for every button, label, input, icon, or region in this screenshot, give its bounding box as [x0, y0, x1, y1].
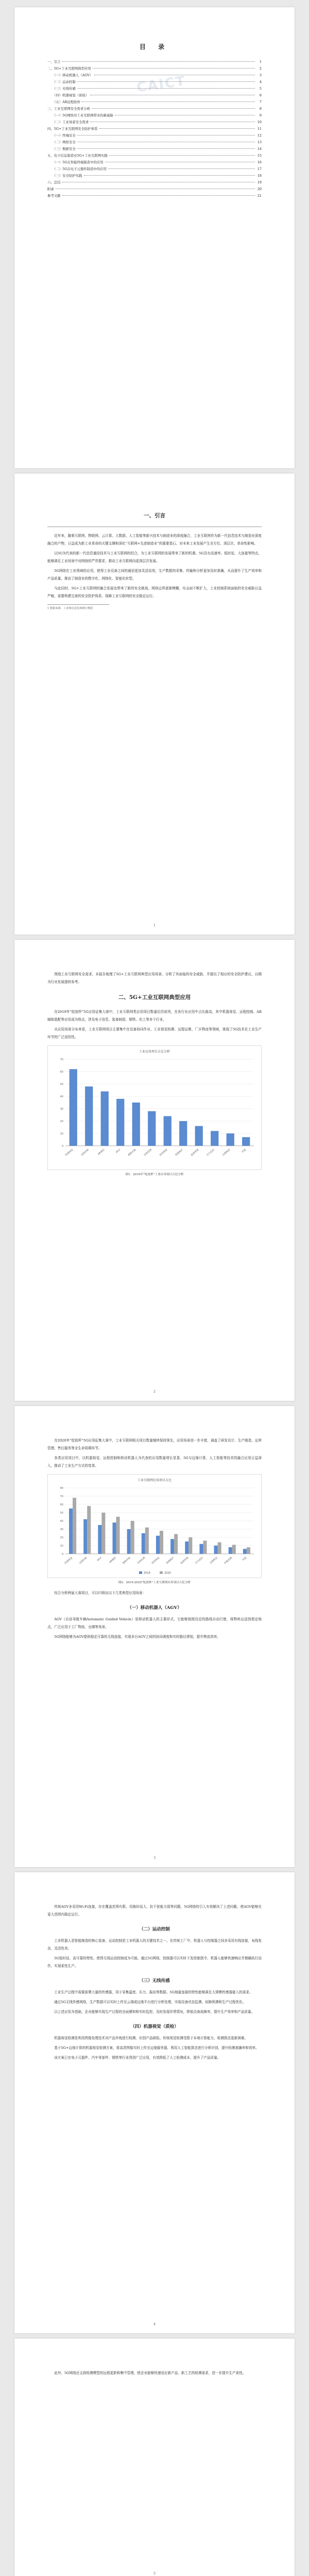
bar — [243, 1549, 247, 1554]
toc-item[interactable] — [47, 174, 262, 181]
toc-item-page: 12 — [257, 133, 262, 138]
bar — [156, 1536, 160, 1554]
toc-title: 目 录 — [139, 43, 170, 50]
toc-item-label: 五、电子信息制造业5G+工业互联网实践 — [47, 154, 108, 158]
bar — [113, 1522, 116, 1554]
chart-1 — [48, 1046, 261, 1168]
toc-leader-dots — [99, 128, 255, 129]
bar — [70, 1069, 77, 1146]
x-tick-label: 远程控制 — [80, 1148, 90, 1157]
chart-2 — [48, 1475, 261, 1577]
figure-caption: 图1：2019年“绽放杯”工业应用项目占比分析 — [125, 1173, 184, 1176]
toc-item-page: 21 — [257, 194, 262, 198]
chart-title: 工业应用项目占比分析 — [139, 1050, 170, 1054]
toc-item-label: 附录 — [47, 187, 54, 191]
toc-item-label: （一）5G在智能终端制造中的应用 — [53, 160, 104, 164]
paragraph: 从应用场景分布来看，工业互联网项目主要集中在设备协同作业、工业视觉检测、远程运维、厂区物流等领域，体现了5G技术在工业生产环节的广泛适用性。 — [47, 1027, 262, 1039]
bar — [227, 1133, 234, 1146]
toc-item[interactable] — [47, 80, 262, 87]
paragraph: 工业生产过程中需要部署大量的传感器，用于采集温度、压力、振动等数据。5G海量连接的特性能够满足大规模传感器接入的需求。 — [54, 1990, 253, 1994]
toc-item-label: 一、引言 — [47, 60, 61, 64]
bar — [116, 1099, 124, 1146]
figure-1 — [47, 1045, 262, 1170]
y-tick-label: 60 — [60, 1503, 63, 1506]
section-title-intro: 一、引言 — [144, 513, 165, 519]
bar — [195, 1126, 203, 1146]
bar — [214, 1546, 218, 1554]
y-tick-label: 40 — [60, 1520, 63, 1523]
bar — [199, 1544, 203, 1554]
toc-leader-dots — [82, 101, 255, 102]
toc-item[interactable] — [47, 134, 262, 141]
figure-2 — [47, 1474, 262, 1578]
toc-item-label: （二）工业场景安全需求 — [53, 120, 89, 124]
section-title-apps: 二、5G+工业互联网典型应用 — [118, 994, 191, 1001]
bar — [132, 1103, 140, 1146]
chart-title: 工业互联网应用项目占比 — [137, 1479, 171, 1482]
toc-item-page: 10 — [257, 120, 262, 124]
bar — [229, 1547, 232, 1554]
y-tick-label: 50 — [60, 1512, 63, 1515]
x-tick-label: 预测维护 — [175, 1148, 184, 1157]
subsection-title-agv: （一）移动机器人（AGV） — [127, 1605, 182, 1611]
paragraph: 5G网络能够为AGV提供稳定可靠的无线连接，实现多台AGV之间的协同调度和实时路径规划，提升物流效率。 — [54, 1635, 220, 1639]
bar — [127, 1529, 131, 1554]
toc-leader-dots — [84, 175, 255, 176]
x-tick-label: 预测维护 — [166, 1556, 175, 1565]
toc-item-page: 6 — [259, 93, 262, 97]
toc-item-label: （三）无线传感 — [53, 87, 76, 91]
toc-item-label: （二）网络安全 — [53, 140, 76, 144]
bar — [142, 1533, 145, 1554]
bar — [170, 1539, 174, 1554]
bar — [174, 1534, 178, 1554]
y-tick-label: 0 — [61, 1145, 63, 1148]
toc-item-page: 18 — [257, 174, 262, 178]
y-tick-label: 40 — [60, 1095, 63, 1098]
toc-item-page: 16 — [257, 160, 262, 164]
toc-item[interactable] — [47, 181, 262, 188]
bar — [232, 1545, 236, 1554]
toc-item-label: （二）5G在电子元器件制造中的应用 — [53, 167, 107, 171]
toc-item-label: （一）5G网络对工业互联网带来的新威胁 — [53, 113, 113, 117]
x-tick-label: 安全监控 — [195, 1556, 204, 1565]
bar — [164, 1116, 171, 1146]
toc-item-page: 14 — [257, 147, 262, 151]
bar — [148, 1111, 156, 1146]
page-3 — [14, 940, 295, 1401]
y-tick-label: 60 — [60, 1071, 63, 1074]
paragraph: 工业机器人是智能制造的核心装备，运动控制是工业机器人的关键技术之一。在传统工厂中，机器人与控制器之间多采用有线连接，布线复杂，灵活性差。 — [47, 1939, 262, 1951]
bar — [101, 1091, 109, 1146]
page-number: 5 — [153, 2572, 156, 2575]
bar — [83, 1519, 87, 1554]
toc-item-page: 11 — [257, 127, 262, 131]
toc-item-label: 三、工业互联网安全需求分析 — [47, 107, 91, 111]
page-5 — [14, 1872, 295, 2333]
subsection-title-motion: （二）运动控制 — [139, 1927, 170, 1932]
toc-item-label: （一）移动机器人（AGV） — [53, 73, 93, 77]
subsection-title-vision: （四）机器视觉（质检） — [130, 2024, 179, 2029]
x-tick-label: 仓储物流 — [209, 1556, 218, 1565]
toc-item-label: （四）机器视觉（质检） — [53, 93, 89, 97]
legend-swatch — [139, 1571, 142, 1574]
toc-item-page: 5 — [259, 87, 262, 91]
toc-leader-dots — [77, 148, 255, 149]
toc-leader-dots — [62, 195, 255, 196]
page-number: 4 — [153, 2323, 156, 2326]
y-tick-label: 80 — [60, 1487, 63, 1490]
page-number: 1 — [153, 924, 156, 927]
bar — [185, 1541, 188, 1554]
y-tick-label: 20 — [60, 1120, 63, 1123]
toc-item-page: 8 — [259, 107, 262, 111]
toc-item-page: 3 — [259, 73, 262, 77]
bar — [85, 1087, 93, 1146]
x-tick-label: 能源管理 — [180, 1556, 190, 1565]
toc-item-page: 13 — [257, 140, 262, 144]
paragraph: 在2019年“绽放杯”5G应用征集大赛中，工业互联网类应用项目数量位居前列，在各行业应用中占比最高，其中机器视觉、远程控制、AR辅助装配等应用成为热点，涉及电子信息、装备制造、钢铁、化工等多个行业。 — [47, 1010, 262, 1022]
bar — [69, 1509, 73, 1554]
paragraph: 5G低时延、高可靠的特性，使得无线运动控制成为可能。通过5G网络，控制器可以实时下发控制指令，机器人能够快速响应并精确执行动作，实现柔性生产。 — [47, 1956, 262, 1968]
toc-item-label: 六、总结 — [47, 180, 61, 184]
x-tick-label: 其他 — [241, 1148, 247, 1154]
toc-item-label: 参考文献 — [47, 194, 61, 198]
subsection-title-sensor: （三）无线传感 — [139, 1978, 170, 1984]
paragraph: 以5G为代表的新一代信息通信技术与工业互联网的结合，为工业互联网的发展带来了新的机遇。5G具有高速率、低时延、大连接等特点，能够满足工业场景中对网络的严苛要求，推动工业互联网向更深层次发展。 — [47, 551, 262, 563]
x-tick-label: AR辅助 — [109, 1556, 117, 1564]
toc-leader-dots — [77, 88, 255, 89]
bar — [145, 1528, 149, 1554]
y-tick-label: 50 — [60, 1083, 63, 1086]
watermark: CAICT — [135, 73, 187, 96]
paragraph: 机器视觉检测是利用图像处理技术对产品外观进行检测，识别产品缺陷。传统视觉检测受限于本地计算能力，检测算法更新困难。 — [54, 2036, 248, 2040]
legend-label: 2019 — [144, 1571, 150, 1575]
paragraph: 传统AGV多采用Wi-Fi连接，存在覆盖范围有限、切换时延大、抗干扰能力弱等问题，5G网络的引入有效解决了上述问题，使AGV能够在更大范围内稳定运行。 — [47, 1905, 262, 1917]
page-number: 2 — [153, 1390, 156, 1394]
legend-label: 2020 — [164, 1571, 171, 1575]
y-tick-label: 10 — [60, 1132, 63, 1136]
toc-item-label: 四、5G+工业互联网安全防护体系 — [47, 127, 98, 131]
bar — [203, 1540, 207, 1554]
x-tick-label: 仓储物流 — [222, 1148, 231, 1157]
paragraph: 基于5G+边缘计算的机器视觉检测方案，将高清图像实时上传至边缘服务器，利用人工智能算法进行分析识别，提升检测准确率和效率。 — [54, 2046, 259, 2050]
paragraph: 与此同时，5G+工业互联网的融合发展也带来了新的安全挑战。网络边界逐渐模糊，攻击面不断扩大，工业控制系统面临的安全威胁日益严峻，需要构建完善的安全防护体系，保障工业互联网的安全稳定运行。 — [47, 586, 262, 598]
toc-item-page: 20 — [257, 187, 262, 191]
toc-leader-dots — [62, 61, 255, 62]
paragraph: 5G网络在工业领域的应用，使得工业设备之间的通信更加灵活高效，生产数据的采集、传输和分析更加及时准确，从而提升了生产效率和产品质量，推动了制造业的数字化、网络化、智能化转型。 — [47, 569, 262, 581]
x-tick-label: 机器视觉 — [65, 1148, 74, 1157]
paragraph: 近年来，随着互联网、物联网、云计算、大数据、人工智能等新兴技术与制造业的深度融合，工业互联网作为新一代信息技术与制造业深度融合的产物，日益成为新工业革命的关键支撑和深化“互联网+先进制造业”的重要基石，对未来工业发展产生全方位、深层次、革命性影响。 — [47, 534, 262, 546]
toc-item[interactable] — [47, 194, 262, 201]
x-tick-label: 数据采集 — [122, 1556, 131, 1565]
toc-item-label: （二）运动控制 — [53, 80, 76, 84]
toc-leader-dots — [108, 168, 255, 169]
paragraph: 以上述应用为基础，企业能够实现生产过程的全面感知和实时监控，及时发现异常情况，降低设备故障率，提升生产效率和产品质量。 — [54, 2010, 255, 2014]
toc-item[interactable] — [47, 188, 262, 194]
paragraph: 在2020年“绽放杯”5G应用征集大赛中，工业互联网相关项目数量继续保持领先，应用场景进一步丰富，涵盖了研发设计、生产制造、运营管理、售后服务等全生命周期环节。 — [47, 1438, 262, 1450]
page-number: 3 — [153, 1856, 156, 1860]
toc-item-label: （一）终端安全 — [53, 133, 76, 138]
x-tick-label: 远程控制 — [79, 1556, 88, 1565]
toc-item-label: （三）安全防护实践 — [53, 174, 82, 178]
x-tick-label: 质量追溯 — [224, 1556, 233, 1565]
x-tick-label: 协同制造 — [159, 1148, 168, 1157]
toc-item[interactable] — [47, 127, 262, 134]
paragraph: 围绕工业互联网安全需求，本报告梳理了5G+工业互联网典型应用场景，分析了其面临的安全威胁，并提出了相应的安全防护建议，以期为行业发展提供参考。 — [47, 972, 262, 984]
toc-leader-dots — [77, 81, 255, 82]
x-tick-label: 协同制造 — [151, 1556, 161, 1565]
legend-swatch — [160, 1571, 163, 1574]
bar — [131, 1521, 134, 1554]
y-tick-label: 0 — [61, 1553, 63, 1556]
footnote: 1 数据来源：工业和信息化部统计数据 — [47, 604, 109, 610]
paragraph: 通过5G无线传感网络，生产数据可以实时上传至云端或边缘平台进行分析处理，实现设备状态监测、故障预测和生产过程优化。 — [54, 2000, 246, 2004]
toc-item-label: （三）数据安全 — [53, 147, 76, 151]
bar — [73, 1498, 76, 1554]
toc-item-label: （五）AR远程协作 — [53, 100, 81, 104]
x-tick-label: AR辅助 — [97, 1148, 106, 1156]
bar — [160, 1531, 163, 1554]
bar — [101, 1513, 105, 1554]
toc-item-page: 7 — [259, 100, 262, 104]
y-tick-label: 30 — [60, 1108, 63, 1111]
bar — [211, 1131, 218, 1146]
toc-item-page: 19 — [257, 180, 262, 184]
x-tick-label: 设备监测 — [143, 1148, 153, 1157]
x-tick-label: AGV — [96, 1556, 102, 1562]
toc-list — [47, 60, 262, 201]
toc-item-page: 17 — [257, 167, 262, 171]
y-tick-label: 10 — [60, 1545, 63, 1548]
bar — [116, 1517, 120, 1554]
toc-item-page: 15 — [257, 154, 262, 158]
toc-item[interactable] — [47, 74, 262, 80]
bar — [247, 1547, 250, 1554]
x-tick-label: 安全监控 — [206, 1148, 216, 1157]
toc-item-label: 二、5G+工业互联网典型应用 — [47, 66, 91, 71]
y-tick-label: 30 — [60, 1528, 63, 1531]
paragraph: 此外，5G网络还支持检测模型的远程更新和集中管理，使企业能够快速适应新产品、新工艺的检测需求，进一步提升生产柔性。 — [54, 2371, 246, 2375]
page-1 — [14, 7, 295, 468]
x-tick-label: 能源管理 — [191, 1148, 200, 1157]
bar — [87, 1506, 91, 1554]
x-tick-label: 其他 — [242, 1556, 248, 1562]
toc-leader-dots — [92, 108, 255, 109]
toc-item-page: 2 — [259, 66, 262, 71]
bar — [242, 1137, 250, 1146]
toc-leader-dots — [93, 68, 255, 69]
page-2 — [14, 473, 295, 935]
toc-item-page: 1 — [259, 60, 262, 64]
toc-item-page: 4 — [259, 80, 262, 84]
bar — [98, 1525, 101, 1554]
bar — [188, 1537, 192, 1554]
toc-leader-dots — [109, 155, 255, 156]
figure-caption: 图2：2019-2020“绽放杯”工业互联网应用项目占比分析 — [118, 1581, 191, 1584]
paragraph: AGV（自动导航车辆Automatic Guided Vehicle）是移动机器人的主要形式，它能够按照设定的路线自动行驶，将物料运送到指定地点，广泛应用于工厂物流、仓储等场景。 — [47, 1617, 262, 1629]
paragraph: 各类应用项目中，以机器视觉、远程控制和移动机器人为代表的应用数量增长显著，5G与边缘计算、人工智能等技术的融合应用日益深入，推动了工业生产方式的变革。 — [47, 1456, 262, 1468]
toc-item-page: 9 — [259, 113, 262, 117]
bar — [179, 1121, 187, 1146]
toc-item[interactable] — [47, 141, 262, 147]
x-tick-label: 数据采集 — [128, 1148, 137, 1157]
y-tick-label: 20 — [60, 1536, 63, 1539]
y-tick-label: 70 — [60, 1495, 63, 1498]
paragraph: 该方案已在电子元器件、汽车零部件、钢铁等行业得到广泛应用，有效降低了人工检测成本，提升了产品质量。 — [54, 2056, 221, 2060]
x-tick-label: 设备监测 — [136, 1556, 146, 1565]
page-4 — [14, 1406, 295, 1867]
x-tick-label: 机器视觉 — [64, 1556, 74, 1565]
x-tick-label: AGV — [115, 1148, 122, 1154]
page-6 — [14, 2338, 295, 2576]
bar — [218, 1543, 221, 1554]
paragraph: 综合分析两届大赛项目，可以归纳出以下几类典型应用场景： — [54, 1591, 146, 1595]
y-tick-label: 70 — [60, 1058, 63, 1061]
